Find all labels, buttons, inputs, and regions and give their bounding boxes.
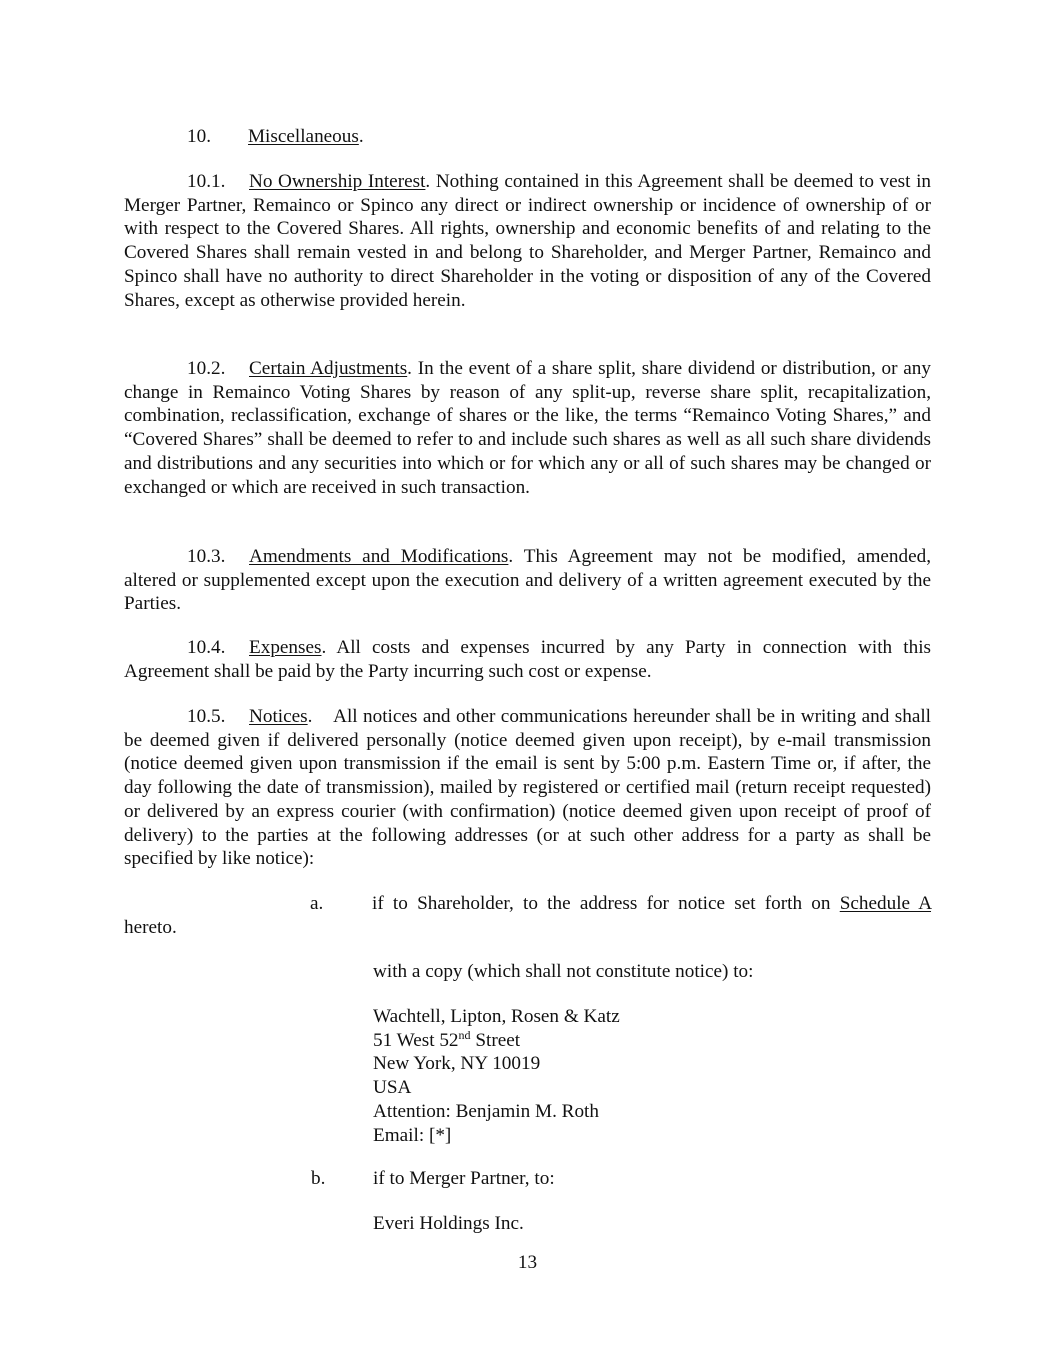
section-heading: [187, 125, 364, 149]
paragraph-text: . This Agreement may not be modified, amended, altered or supplemented except upon the execution and delivery of a written agreement executed by the Parties.: [124, 546, 931, 615]
address-country: USA: [373, 1077, 412, 1099]
paragraph-number: 10.4.: [187, 637, 226, 658]
paragraph-heading: Expenses: [249, 637, 322, 658]
notice-item-a: [124, 892, 931, 939]
address-street: 51 West 52nd Street: [373, 1027, 521, 1051]
schedule-a-reference: Schedule A: [839, 893, 932, 914]
paragraph-number: 10.1.: [187, 171, 226, 192]
item-text-before: if to Shareholder, to the address for notice set forth on: [372, 893, 840, 914]
paragraph-text: . All costs and expenses incurred by any Party in connection with this Agreement shall be paid by the Party incurring such cost or expense.: [124, 637, 931, 682]
paragraph-10-4: [124, 636, 931, 683]
paragraph-heading: Amendments and Modifications: [249, 546, 509, 567]
paragraph-number: 10.3.: [187, 546, 226, 567]
paragraph-10-1: [124, 170, 931, 312]
paragraph-text: . Nothing contained in this Agreement shall be deemed to vest in Merger Partner, Remainco or Spinco any direct or indirect ownership or incidence of ownership of or with respect to the Covered Shares. All rights, ownership and economic benefits of and relating to the Covered Shares shall remain vested in and belong to Shareholder, and Merger Partner, Remainco and Spinco shall have no authority to direct Shareholder in the voting or disposition of any of the Covered Shares, except as otherwise provided herein.: [124, 171, 931, 311]
paragraph-10-2: [124, 357, 931, 499]
address-email: Email: [*]: [373, 1124, 452, 1146]
paragraph-10-3: [124, 545, 931, 616]
item-text: if to Merger Partner, to:: [373, 1168, 555, 1189]
item-label: a.: [310, 893, 324, 914]
item-label: b.: [311, 1168, 326, 1189]
section-number: 10.: [187, 126, 211, 147]
section-title-suffix: .: [358, 126, 364, 147]
item-text-after: hereto.: [124, 916, 177, 938]
address-city: New York, NY 10019: [373, 1053, 541, 1075]
paragraph-heading: Certain Adjustments: [249, 358, 408, 379]
paragraph-text: . In the event of a share split, share dividend or distribution, or any change in Remainco Voting Shares by reason of any split-up, reverse share split, recapitalization, combination, reclassification, exchange of shares or the like, the terms “Remainco Voting Shares,” and “Covered Shares” shall be deemed to refer to and include such shares as well as all such share dividends and distributions and any securities into which or for which any or all of such shares may be changed or exchanged or which are received in such transaction.: [124, 358, 931, 498]
section-title: Miscellaneous: [248, 126, 359, 147]
paragraph-heading: No Ownership Interest: [249, 171, 426, 192]
page-number: 13: [517, 1252, 538, 1273]
paragraph-text: . All notices and other communications hereunder shall be in writing and shall be deemed given if delivered personally (notice deemed given upon receipt), by e-mail transmission (notice deemed given upon transmission if the email is sent by 5:00 p.m. Eastern Time or, if after, the day following the date of transmission), mailed by registered or certified mail (return receipt requested) or delivered by an express courier (with confirmation) (notice deemed given upon receipt of proof of delivery) to the parties at the following addresses (or at such other address for a party as shall be specified by like notice):: [124, 706, 936, 870]
address-block: [373, 1005, 620, 1147]
paragraph-number: 10.2.: [187, 358, 226, 379]
paragraph-heading: Notices: [249, 706, 308, 727]
merger-partner-company: Everi Holdings Inc.: [373, 1213, 524, 1234]
address-attention: Attention: Benjamin M. Roth: [373, 1100, 599, 1122]
copy-note: with a copy (which shall not constitute notice) to:: [373, 961, 754, 982]
paragraph-10-5: [124, 705, 936, 871]
notice-item-b: [311, 1167, 555, 1191]
paragraph-number: 10.5.: [187, 706, 226, 727]
address-firm: Wachtell, Lipton, Rosen & Katz: [373, 1006, 620, 1027]
